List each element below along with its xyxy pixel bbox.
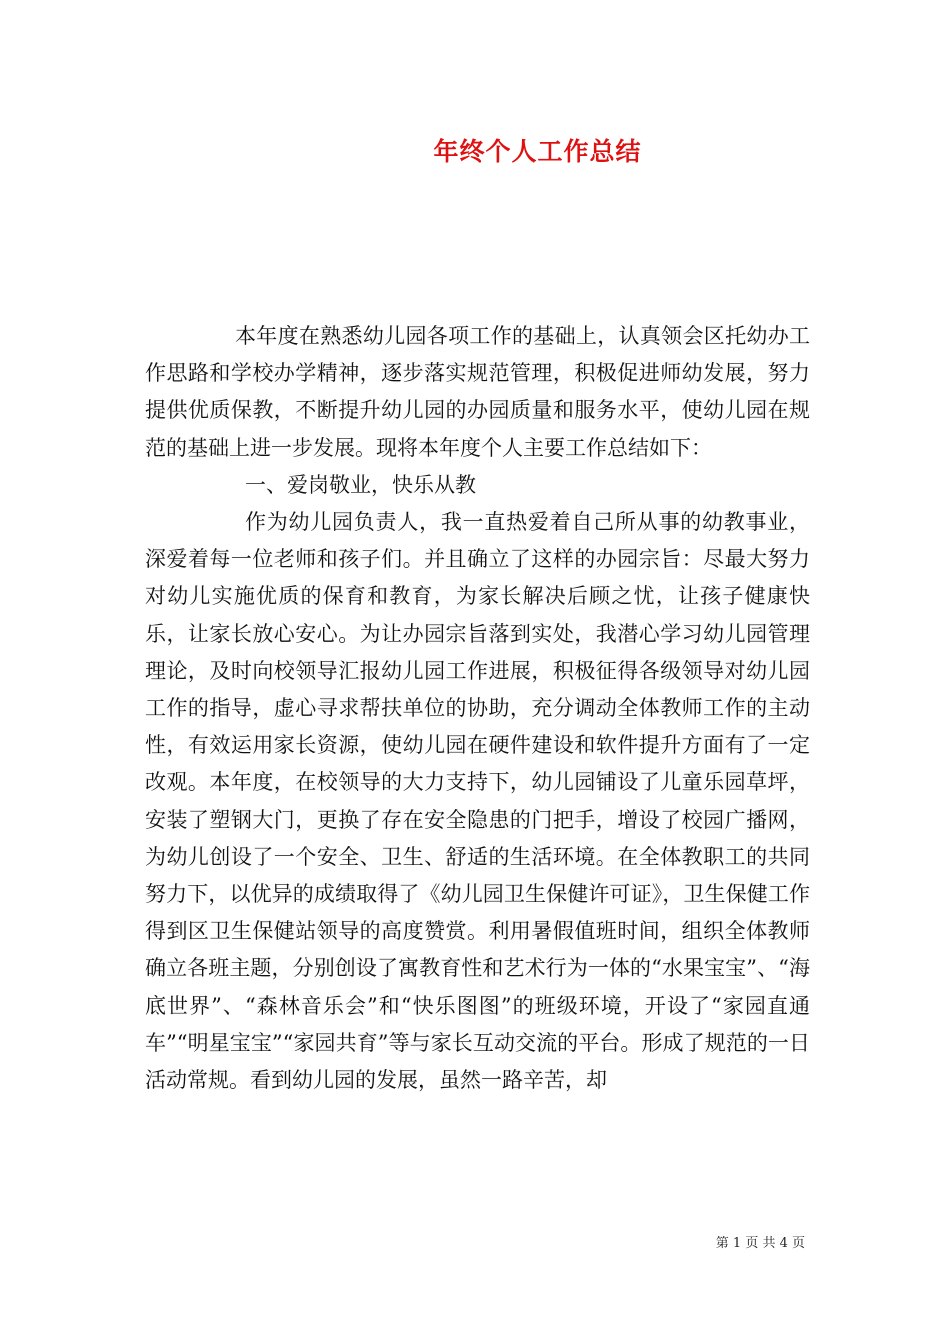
document-title: 年终个人工作总结 bbox=[433, 137, 642, 166]
paragraph-section-1: 作为幼儿园负责人，我一直热爱着自己所从事的幼教事业，深爱着每一位老师和孩子们。并且确立了这样的办园宗旨：尽最大努力对幼儿实施优质的保育和教育，为家长解决后顾之忧，让孩子健康快乐，让家长放心安心。为让办园宗旨落到实处，我潜心学习幼儿园管理理论，及时向校领导汇报幼儿园工作进展，积极征得各级领导对幼儿园工作的指导，虚心寻求帮扶单位的协助，充分调动全体教师工作的主动性，有效运用家长资源，使幼儿园在硬件建设和软件提升方面有了一定改观。本年度，在校领导的大力支持下，幼儿园铺设了儿童乐园草坪，安装了塑钢大门，更换了存在安全隐患的门把手，增设了校园广播网，为幼儿创设了一个安全、卫生、舒适的生活环境。在全体教职工的共同努力下，以优异的成绩取得了《幼儿园卫生保健许可证》，卫生保健工作得到区卫生保健站领导的高度赞赏。利用暑假值班时间，组织全体教师确立各班主题，分别创设了寓教育性和艺术行为一体的“水果宝宝”、“海底世界”、“森林音乐会”和“快乐图图”的班级环境，开设了“家园直通车”“明星宝宝”“家园共育”等与家长互动交流的平台。形成了规范的一日活动常规。看到幼儿园的发展，虽然一路辛苦，却 bbox=[145, 510, 810, 1093]
section-heading-1: 一、爱岗敬业，快乐从教 bbox=[245, 472, 476, 497]
document-body bbox=[145, 318, 810, 1099]
paragraph-intro: 本年度在熟悉幼儿园各项工作的基础上，认真领会区托幼办工作思路和学校办学精神，逐步落实规范管理，积极促进师幼发展，努力提供优质保教，不断提升幼儿园的办园质量和服务水平，使幼儿园在规范的基础上进一步发展。现将本年度个人主要工作总结如下： bbox=[145, 324, 810, 460]
page-footer: 第 1 页 共 4 页 bbox=[715, 1236, 805, 1251]
